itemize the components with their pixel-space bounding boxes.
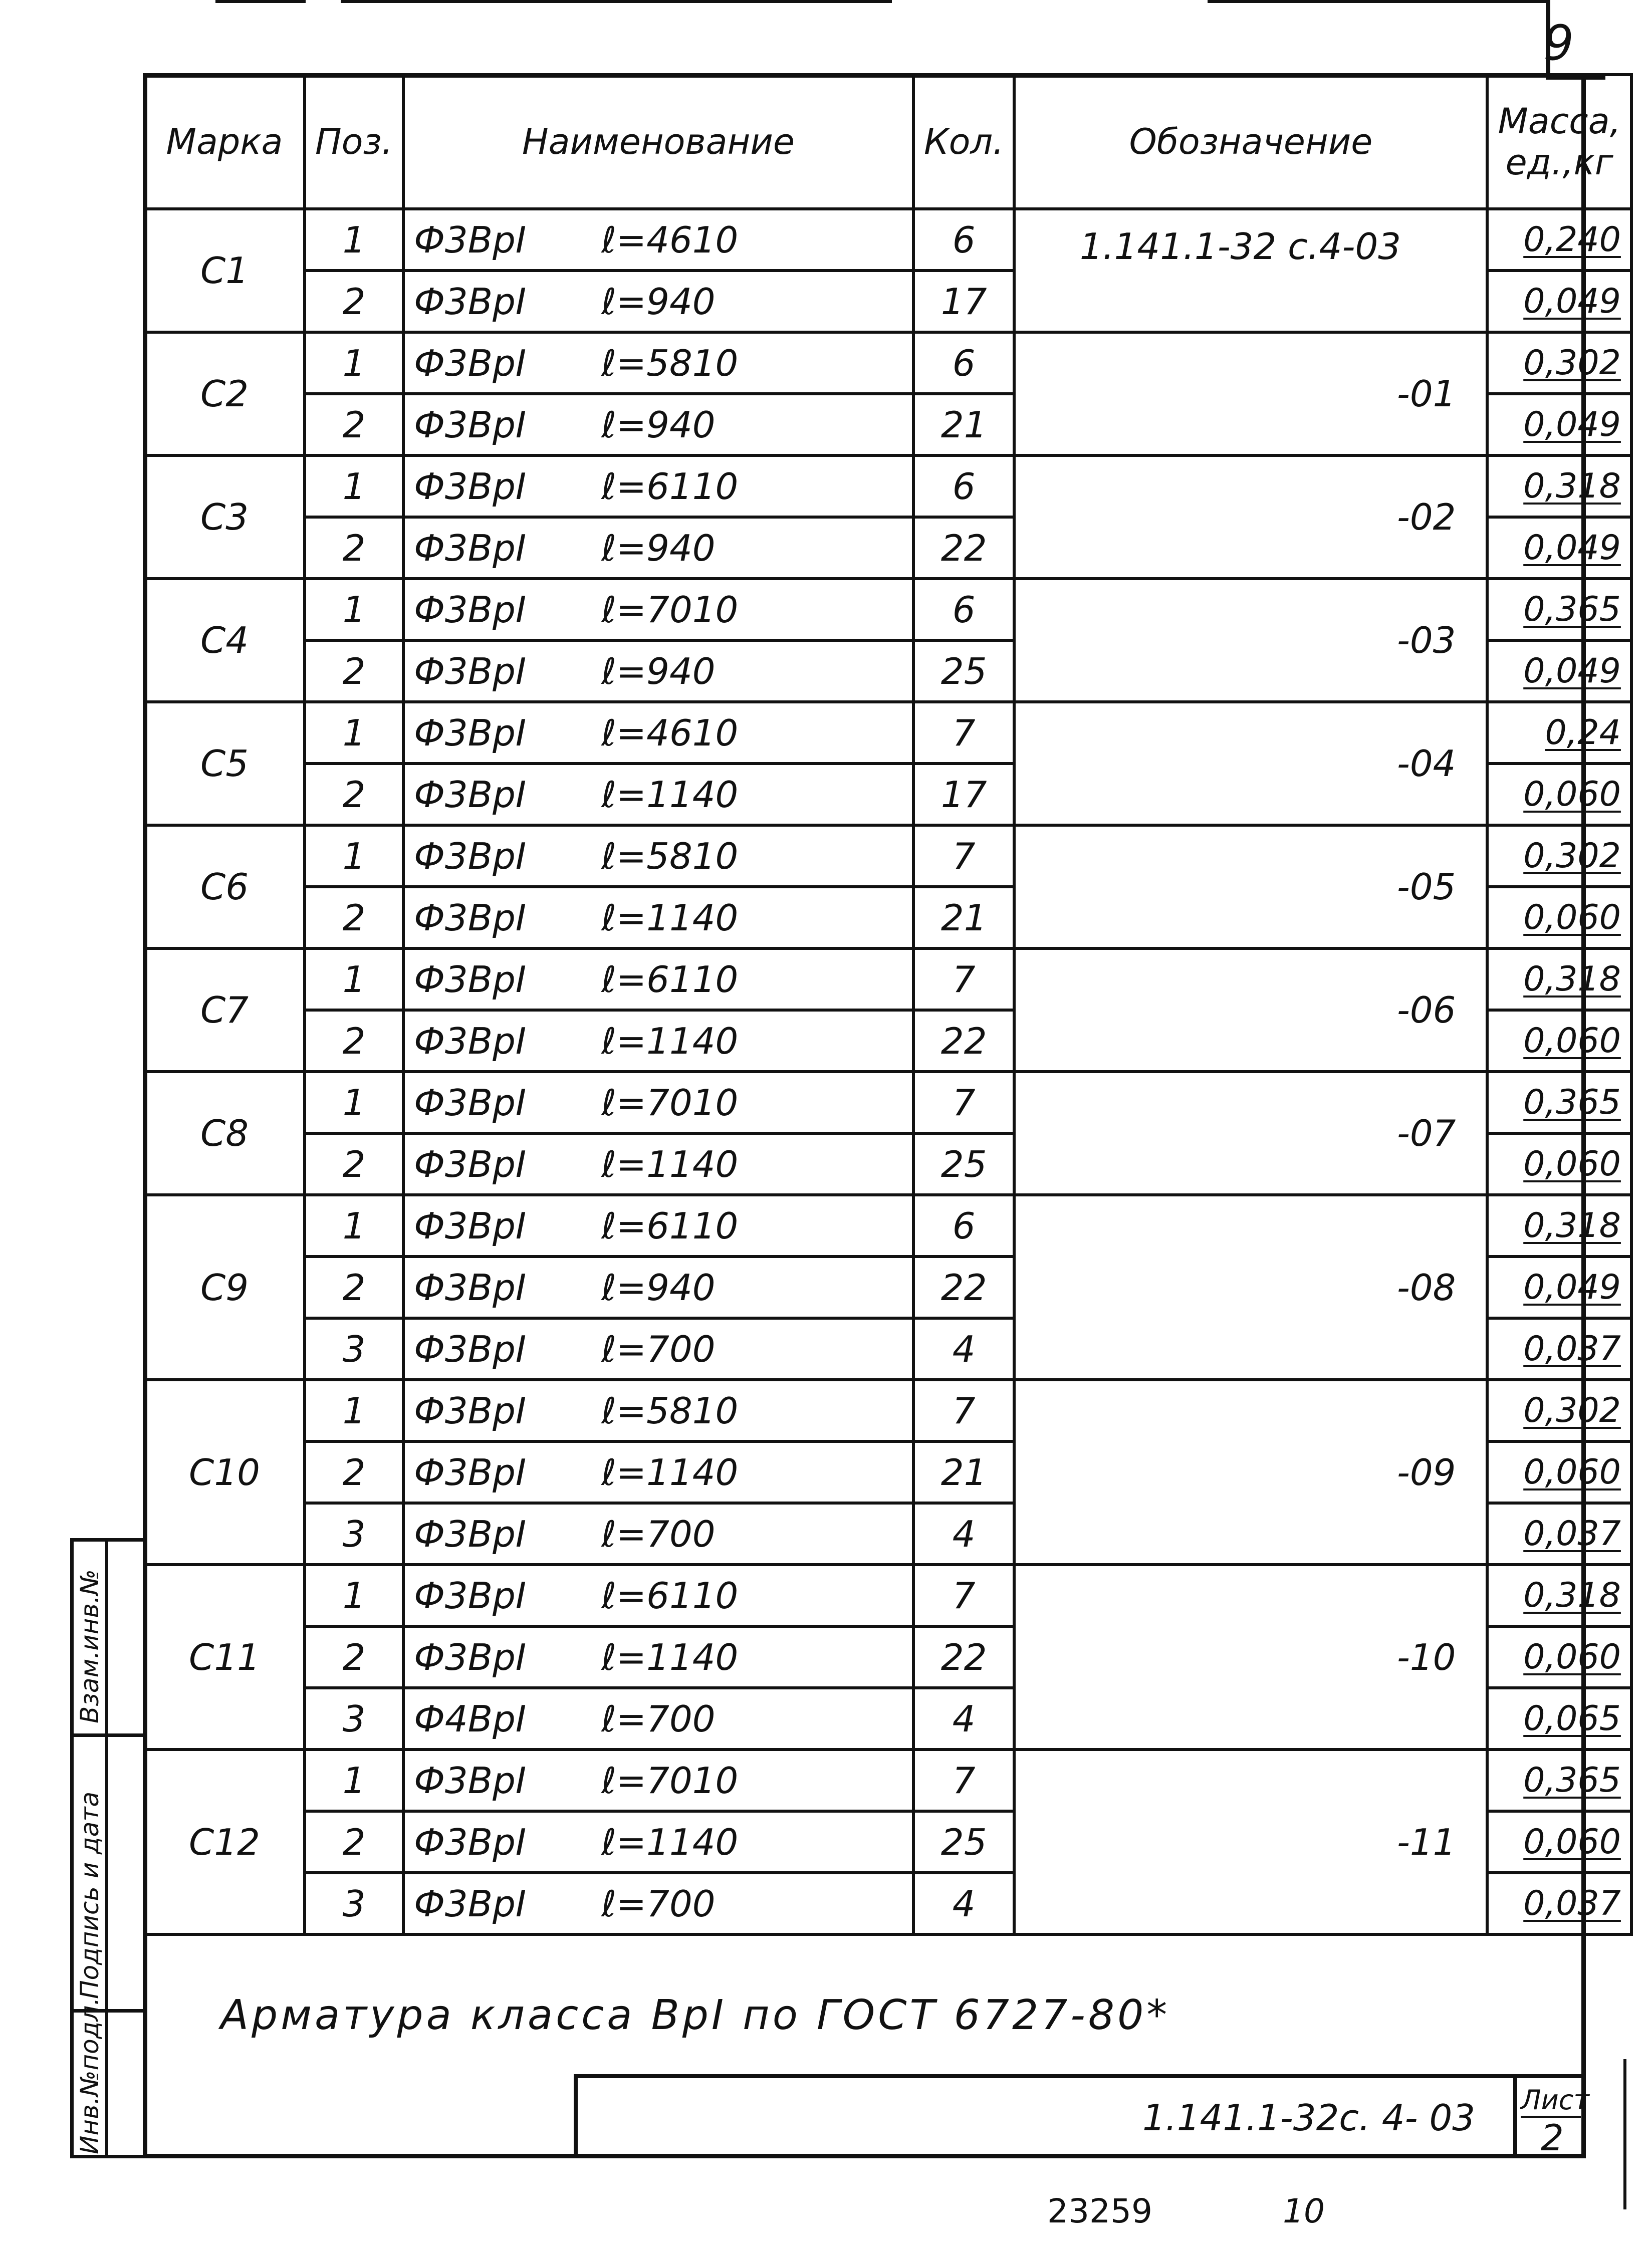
pos-cell: 2 [305,271,403,332]
mass-value: 0,24 [1545,713,1621,753]
mass-value: 0,318 [1523,1206,1621,1245]
mass-value: 0,318 [1523,466,1621,506]
bar-length: ℓ=940 [601,527,716,569]
qty-cell: 21 [913,1441,1015,1503]
mark-cell: С1 [144,209,305,332]
mark-cell: С8 [144,1072,305,1195]
designation-cell: -04 [1014,702,1487,825]
bar-spec: Ф3ВрI [413,896,527,939]
mark-cell: С7 [144,948,305,1072]
bar-spec: Ф3ВрI [413,1759,527,1802]
bar-spec: Ф3ВрI [413,1143,527,1185]
header-name: Наименование [403,75,913,209]
mass-value: 0,060 [1523,1452,1621,1492]
rebar-note: Арматура класса ВрI по ГОСТ 6727-80* [220,1991,1170,2039]
mass-value: 0,065 [1523,1699,1621,1738]
header-mark: Марка [144,75,305,209]
bar-length: ℓ=1140 [601,1821,739,1863]
bar-length: ℓ=700 [601,1697,716,1740]
bar-spec: Ф4ВрI [413,1697,527,1740]
header-mass-line2: ед.,кг [1505,142,1613,183]
pos-cell: 3 [305,1503,403,1565]
qty-cell: 22 [913,1257,1015,1318]
top-rule-mid [341,0,892,3]
designation-cell: -06 [1014,948,1487,1072]
qty-cell: 4 [913,1873,1015,1934]
mass-value: 0,302 [1523,1391,1621,1430]
pos-cell: 1 [305,1380,403,1441]
bar-length: ℓ=7010 [601,588,739,631]
mass-value: 0,049 [1523,405,1621,444]
mass-value: 0,365 [1523,1083,1621,1122]
mark-cell: С5 [144,702,305,825]
bar-length: ℓ=4610 [601,711,739,754]
pos-cell: 1 [305,579,403,640]
side-stamp-inv-orig: Инв.№подл. [75,1997,104,2154]
pos-cell: 2 [305,887,403,948]
designation-cell: -01 [1014,332,1487,455]
pos-cell: 1 [305,1565,403,1626]
mark-cell: С11 [144,1565,305,1750]
archive-number: 23259 [1047,2192,1152,2230]
bar-length: ℓ=6110 [601,465,739,508]
pos-cell: 2 [305,764,403,825]
mass-value: 0,049 [1523,1268,1621,1307]
mark-cell: С12 [144,1750,305,1934]
header-designation: Обозначение [1014,75,1487,209]
mass-value: 0,240 [1523,220,1621,260]
side-stamp-replaced-inv: Взам.инв.№ [75,1569,104,1723]
qty-cell: 22 [913,517,1015,579]
pos-cell: 1 [305,1750,403,1811]
bar-length: ℓ=700 [601,1328,716,1370]
qty-cell: 21 [913,394,1015,455]
bar-length: ℓ=5810 [601,1389,739,1432]
mass-value: 0,060 [1523,775,1621,814]
side-stamp-sign-date: Подпись и дата [75,1791,104,1999]
bar-spec: Ф3ВрI [413,280,527,323]
bar-spec: Ф3ВрI [413,650,527,692]
bar-length: ℓ=7010 [601,1081,739,1124]
bar-length: ℓ=700 [601,1882,716,1925]
sheet-number: 2 [1541,2117,1564,2159]
mark-cell: С6 [144,825,305,948]
top-rule-left [215,0,306,3]
mass-value: 0,060 [1523,1637,1621,1677]
designation-cell: -02 [1014,455,1487,579]
qty-cell: 6 [913,455,1015,517]
bar-length: ℓ=6110 [601,958,739,1001]
top-rule-right [1208,0,1548,3]
qty-cell: 17 [913,271,1015,332]
header-mass-line1: Масса, [1498,101,1621,142]
pos-cell: 1 [305,455,403,517]
sheet-label: Лист [1521,2084,1581,2118]
designation-cell: -10 [1014,1565,1487,1750]
mass-value: 0,302 [1523,836,1621,876]
pos-cell: 2 [305,1133,403,1195]
mark-cell: С3 [144,455,305,579]
qty-cell: 7 [913,1565,1015,1626]
qty-cell: 4 [913,1688,1015,1750]
pos-cell: 1 [305,1195,403,1257]
bar-length: ℓ=6110 [601,1204,739,1247]
mass-value: 0,302 [1523,343,1621,383]
qty-cell: 7 [913,702,1015,764]
bar-length: ℓ=940 [601,280,716,323]
title-block-code: 1.141.1-32с. 4- 03 [1142,2097,1476,2139]
designation-cell: -11 [1014,1750,1487,1934]
qty-cell: 25 [913,1133,1015,1195]
bar-spec: Ф3ВрI [413,1574,527,1617]
designation-cell: -08 [1014,1195,1487,1380]
designation-cell: -05 [1014,825,1487,948]
bar-spec: Ф3ВрI [413,835,527,877]
pos-cell: 1 [305,332,403,394]
bar-length: ℓ=700 [601,1513,716,1555]
mass-value: 0,037 [1523,1514,1621,1554]
bar-spec: Ф3ВрI [413,1266,527,1309]
right-edge-line [1623,2059,1626,2209]
bar-spec: Ф3ВрI [413,1882,527,1925]
mark-cell: С4 [144,579,305,702]
pos-cell: 1 [305,825,403,887]
designation-cell: -07 [1014,1072,1487,1195]
bar-length: ℓ=1140 [601,1451,739,1493]
mass-value: 0,060 [1523,1144,1621,1184]
qty-cell: 4 [913,1318,1015,1380]
qty-cell: 25 [913,1811,1015,1873]
mass-value: 0,318 [1523,1576,1621,1615]
bar-spec: Ф3ВрI [413,1081,527,1124]
pos-cell: 2 [305,1257,403,1318]
qty-cell: 6 [913,209,1015,271]
pos-cell: 2 [305,1626,403,1688]
mass-value: 0,318 [1523,959,1621,999]
qty-cell: 25 [913,640,1015,702]
pos-cell: 1 [305,1072,403,1133]
mark-cell: С10 [144,1380,305,1565]
pos-cell: 2 [305,1010,403,1072]
bar-spec: Ф3ВрI [413,218,527,261]
qty-cell: 21 [913,887,1015,948]
designation-cell: -09 [1014,1380,1487,1565]
page-number: 9 [1543,15,1574,71]
pos-cell: 1 [305,948,403,1010]
bar-spec: Ф3ВрI [413,1204,527,1247]
pos-cell: 2 [305,1811,403,1873]
bar-spec: Ф3ВрI [413,1821,527,1863]
side-stamp-divider-1 [70,1733,143,1737]
pos-cell: 3 [305,1688,403,1750]
bar-spec: Ф3ВрI [413,1389,527,1432]
bar-spec: Ф3ВрI [413,342,527,384]
pos-cell: 3 [305,1873,403,1934]
mass-value: 0,365 [1523,1761,1621,1800]
bar-length: ℓ=940 [601,650,716,692]
bar-spec: Ф3ВрI [413,958,527,1001]
bar-length: ℓ=5810 [601,342,739,384]
bar-spec: Ф3ВрI [413,588,527,631]
mass-value: 0,365 [1523,590,1621,629]
bar-spec: Ф3ВрI [413,1328,527,1370]
bar-spec: Ф3ВрI [413,1020,527,1062]
qty-cell: 7 [913,1072,1015,1133]
bar-spec: Ф3ВрI [413,773,527,816]
bar-length: ℓ=1140 [601,1020,739,1062]
bar-spec: Ф3ВрI [413,403,527,446]
bar-spec: Ф3ВрI [413,1513,527,1555]
bar-length: ℓ=4610 [601,218,739,261]
mass-value: 0,037 [1523,1329,1621,1369]
qty-cell: 17 [913,764,1015,825]
bar-spec: Ф3ВрI [413,527,527,569]
qty-cell: 22 [913,1626,1015,1688]
qty-cell: 7 [913,825,1015,887]
header-qty: Кол. [913,75,1015,209]
mass-value: 0,049 [1523,282,1621,321]
qty-cell: 6 [913,579,1015,640]
pos-cell: 1 [305,702,403,764]
qty-cell: 7 [913,948,1015,1010]
pos-cell: 1 [305,209,403,271]
mass-value: 0,060 [1523,1021,1621,1061]
bar-length: ℓ=1140 [601,1143,739,1185]
drawing-frame [143,73,1586,2158]
mark-cell: С2 [144,332,305,455]
bar-length: ℓ=1140 [601,1636,739,1678]
pos-cell: 2 [305,394,403,455]
side-stamp-divider-vertical [105,1538,108,2158]
qty-cell: 7 [913,1380,1015,1441]
bar-length: ℓ=940 [601,403,716,446]
mass-value: 0,049 [1523,651,1621,691]
format-number: 10 [1283,2192,1325,2230]
mass-value: 0,060 [1523,898,1621,937]
header-pos: Поз. [305,75,403,209]
qty-cell: 4 [913,1503,1015,1565]
qty-cell: 6 [913,1195,1015,1257]
mass-value: 0,049 [1523,528,1621,568]
designation-cell: -03 [1014,579,1487,702]
bar-length: ℓ=5810 [601,835,739,877]
mass-value: 0,037 [1523,1884,1621,1923]
bar-spec: Ф3ВрI [413,1451,527,1493]
mark-cell: С9 [144,1195,305,1380]
bar-spec: Ф3ВрI [413,465,527,508]
bar-length: ℓ=940 [601,1266,716,1309]
bar-length: ℓ=1140 [601,773,739,816]
qty-cell: 22 [913,1010,1015,1072]
bar-length: ℓ=7010 [601,1759,739,1802]
pos-cell: 2 [305,1441,403,1503]
qty-cell: 7 [913,1750,1015,1811]
mass-value: 0,060 [1523,1822,1621,1862]
pos-cell: 3 [305,1318,403,1380]
bar-length: ℓ=1140 [601,896,739,939]
designation-cell: 1.141.1-32 с.4-03 [1014,209,1487,332]
qty-cell: 6 [913,332,1015,394]
bar-length: ℓ=6110 [601,1574,739,1617]
bar-spec: Ф3ВрI [413,711,527,754]
pos-cell: 2 [305,640,403,702]
bar-spec: Ф3ВрI [413,1636,527,1678]
pos-cell: 2 [305,517,403,579]
